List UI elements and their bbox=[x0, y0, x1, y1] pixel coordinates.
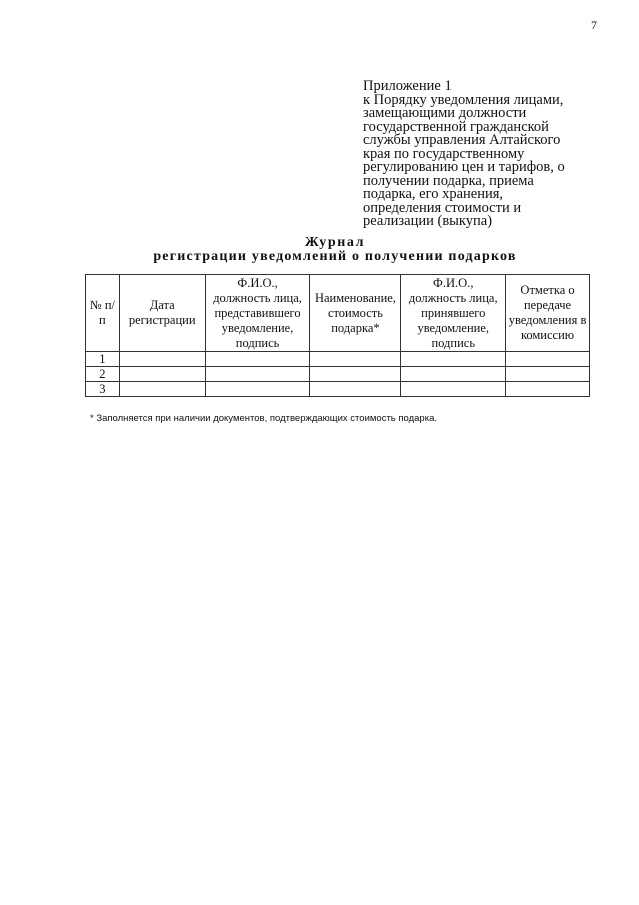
page-number: 7 bbox=[591, 18, 597, 32]
table-row bbox=[86, 352, 590, 367]
table-cell bbox=[506, 367, 590, 382]
table-cell bbox=[205, 382, 310, 397]
table-cell bbox=[401, 382, 506, 397]
column-header-submitter: Ф.И.О., должность лица, представившего уведомление, подпись bbox=[205, 275, 310, 352]
journal-title-line1: Журнал bbox=[304, 235, 366, 250]
appendix-line: получении подарка, приема bbox=[363, 172, 534, 189]
table-cell bbox=[506, 352, 590, 367]
appendix-line: Приложение 1 bbox=[363, 78, 452, 94]
table-cell bbox=[310, 382, 401, 397]
table-cell bbox=[310, 367, 401, 382]
table-cell bbox=[401, 367, 506, 382]
column-header-number: № п/п bbox=[86, 275, 120, 352]
journal-title bbox=[80, 236, 590, 264]
appendix-line: реализации (выкупа) bbox=[363, 213, 493, 229]
table-cell bbox=[401, 352, 506, 367]
appendix-line: подарка, его хранения, bbox=[363, 186, 504, 202]
column-header-commission-mark: Отметка о передаче уведомления в комиссию bbox=[506, 275, 590, 352]
table-cell bbox=[205, 352, 310, 367]
journal-title-line2: регистрации уведомлений о получении подарков bbox=[153, 249, 517, 264]
column-header-registration-date: Дата регистрации bbox=[119, 275, 205, 352]
table-cell bbox=[119, 382, 205, 397]
table-cell: 3 bbox=[86, 382, 120, 397]
column-header-gift-value: Наименование, стоимость подарка* bbox=[310, 275, 401, 352]
table-cell bbox=[506, 382, 590, 397]
column-header-receiver: Ф.И.О., должность лица, принявшего уведомление, подпись bbox=[401, 275, 506, 352]
footnote: * Заполняется при наличии документов, подтверждающих стоимость подарка. bbox=[90, 413, 438, 424]
table-cell: 1 bbox=[86, 352, 120, 367]
table-cell bbox=[119, 352, 205, 367]
table-cell bbox=[310, 352, 401, 367]
appendix-line: регулированию цен и тарифов, о bbox=[363, 159, 565, 175]
table-cell bbox=[205, 367, 310, 382]
appendix-line: службы управления Алтайского bbox=[363, 132, 561, 148]
appendix-line: определения стоимости и bbox=[363, 199, 522, 216]
table-header-row bbox=[86, 275, 590, 352]
appendix-reference bbox=[363, 80, 603, 229]
table-cell: 2 bbox=[86, 367, 120, 382]
journal-table bbox=[85, 274, 590, 397]
table-row bbox=[86, 382, 590, 397]
appendix-line: к Порядку уведомления лицами, bbox=[363, 91, 564, 108]
appendix-line: замещающими должности bbox=[363, 105, 527, 121]
appendix-line: края по государственному bbox=[363, 145, 525, 162]
table-cell bbox=[119, 367, 205, 382]
table-row bbox=[86, 367, 590, 382]
appendix-line: государственной гражданской bbox=[363, 118, 549, 135]
